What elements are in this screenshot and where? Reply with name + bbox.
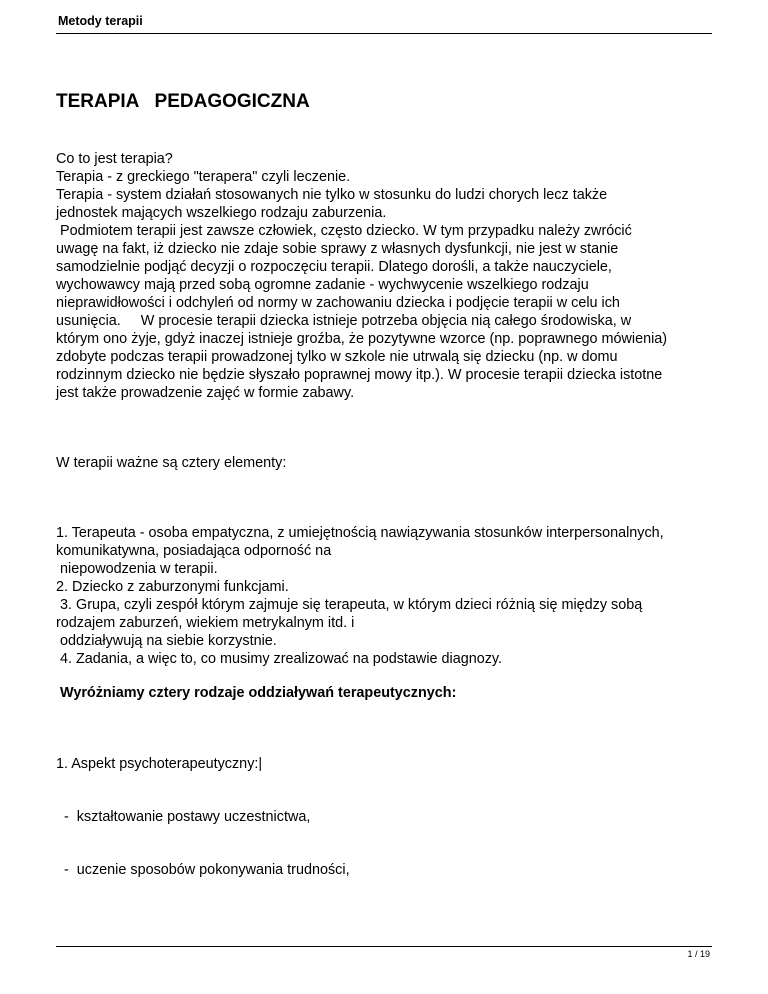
elements-line: niepowodzenia w terapii. bbox=[56, 561, 218, 577]
intro-line: Terapia - z greckiego "terapera" czyli leczenie. bbox=[56, 169, 351, 185]
intro-line: Podmiotem terapii jest zawsze człowiek, często dziecko. W tym przypadku należy zwrócić bbox=[56, 223, 632, 239]
aspect-list-item: - uczenie sposobów pokonywania trudności, bbox=[56, 862, 350, 878]
intro-line: samodzielnie podjąć decyzji o rozpoczęciu terapii. Dlatego dorośli, a także nauczyciele, bbox=[56, 259, 612, 275]
intro-line: którym ono żyje, gdyż inaczej istnieje groźba, że pozytywne wzorce (np. poprawnego mówienia) bbox=[56, 331, 668, 347]
elements-line: 1. Terapeuta - osoba empatyczna, z umiejętnością nawiązywania stosunków interpersonalnych, bbox=[56, 525, 664, 541]
elements-heading: W terapii ważne są cztery elementy: bbox=[56, 455, 287, 471]
elements-line: 2. Dziecko z zaburzonymi funkcjami. bbox=[56, 579, 289, 595]
intro-line: rodzinnym dziecko nie będzie słyszało poprawnej mowy itp.). W procesie terapii dziecka istotne bbox=[56, 367, 663, 383]
intro-line: uwagę na fakt, iż dziecko nie zdaje sobie sprawy z własnych dysfunkcji, nie jest w stanie bbox=[56, 241, 619, 257]
intro-line: wychowawcy mają przed sobą ogromne zadanie - wychwycenie wszelkiego rodzaju bbox=[56, 277, 589, 293]
elements-line: rodzajem zaburzeń, wiekiem metrykalnym itd. i bbox=[56, 615, 355, 631]
page-header-title: Metody terapii bbox=[58, 14, 143, 28]
aspect-heading: 1. Aspekt psychoterapeutyczny:| bbox=[56, 756, 263, 772]
footer-rule bbox=[56, 946, 712, 947]
influences-heading: Wyróżniamy cztery rodzaje oddziaływań terapeutycznych: bbox=[56, 685, 457, 701]
document-title: TERAPIA PEDAGOGICZNA bbox=[56, 91, 310, 112]
page-number: 1 / 19 bbox=[687, 949, 710, 959]
intro-line: nieprawidłowości i odchyleń od normy w zachowaniu dziecka i podjęcie terapii w celu ich bbox=[56, 295, 620, 311]
intro-line: Co to jest terapia? bbox=[56, 151, 173, 167]
intro-line: Terapia - system działań stosowanych nie tylko w stosunku do ludzi chorych lecz także bbox=[56, 187, 608, 203]
elements-line: 4. Zadania, a więc to, co musimy zrealizować na podstawie diagnozy. bbox=[56, 651, 503, 667]
elements-line: oddziaływują na siebie korzystnie. bbox=[56, 633, 277, 649]
elements-line: 3. Grupa, czyli zespół którym zajmuje się terapeuta, w którym dzieci różnią się między sobą bbox=[56, 597, 643, 613]
intro-line: jest także prowadzenie zajęć w formie zabawy. bbox=[56, 385, 355, 401]
intro-line: zdobyte podczas terapii prowadzonej tylko w szkole nie utrwalą się dziecku (np. w domu bbox=[56, 349, 618, 365]
elements-line: komunikatywna, posiadająca odporność na bbox=[56, 543, 332, 559]
intro-line: jednostek mających wszelkiego rodzaju zaburzenia. bbox=[56, 205, 387, 221]
aspect-list-item: - kształtowanie postawy uczestnictwa, bbox=[56, 809, 311, 825]
intro-line: usunięcia. W procesie terapii dziecka istnieje potrzeba objęcia nią całego środowiska, w bbox=[56, 313, 632, 329]
header-rule bbox=[56, 33, 712, 34]
